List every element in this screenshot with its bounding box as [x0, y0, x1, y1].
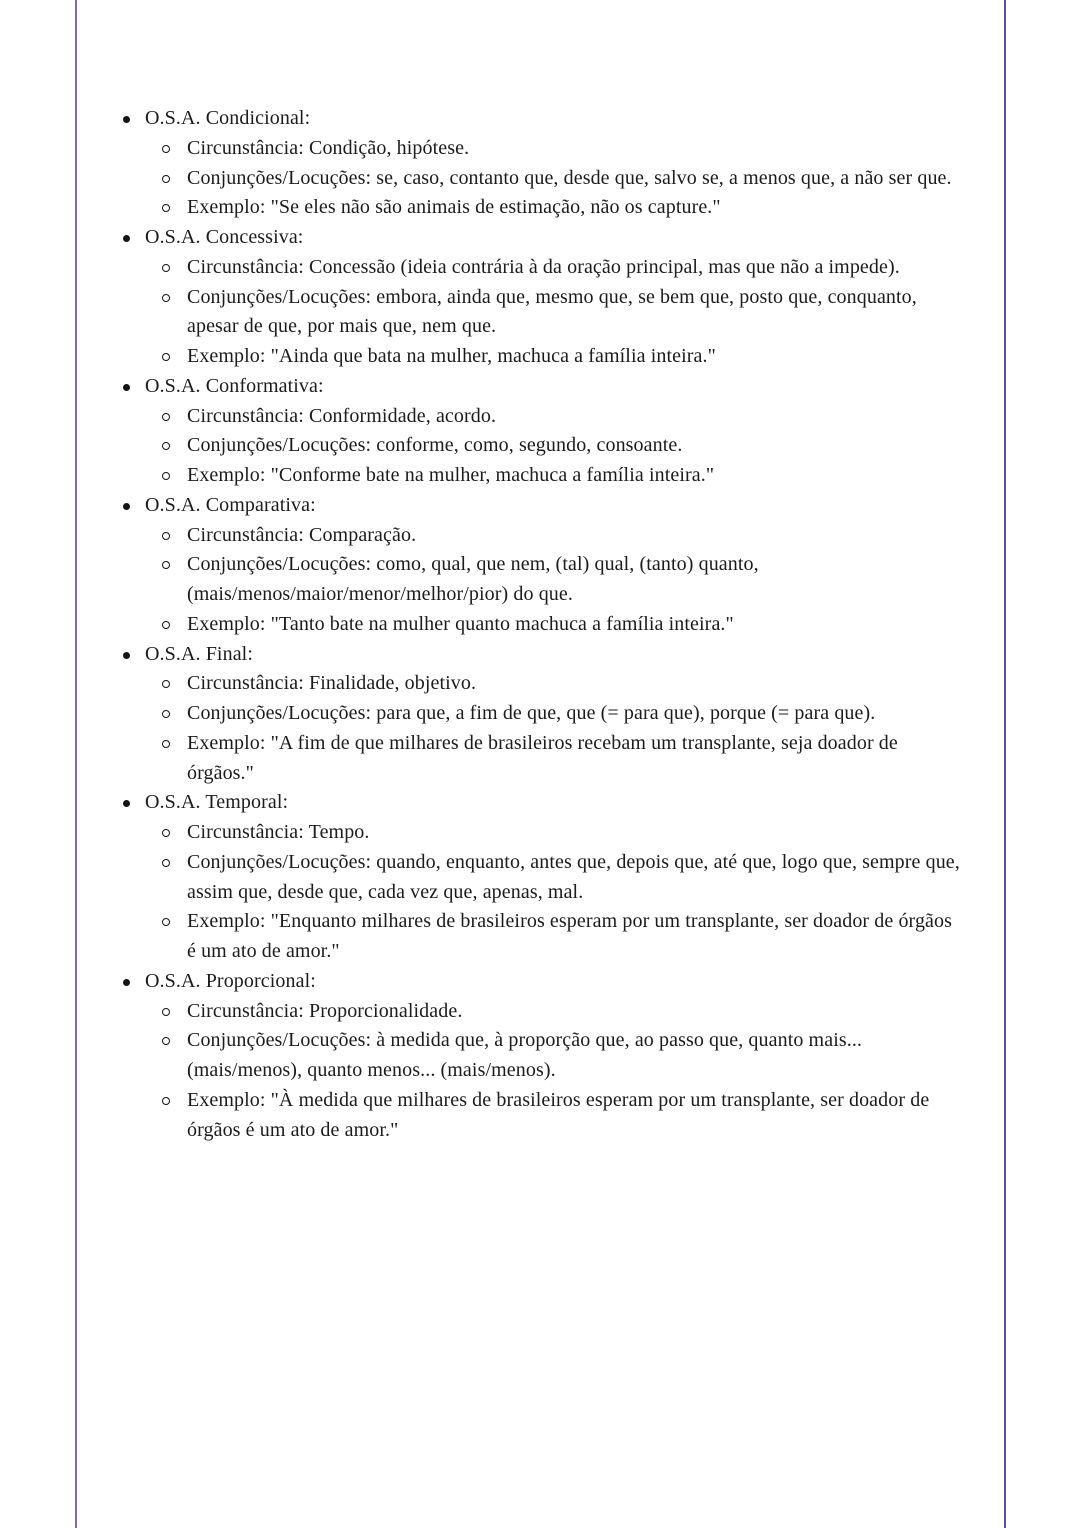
- detail-text: Exemplo: "Tanto bate na mulher quanto machuca a família inteira.": [187, 612, 734, 635]
- osa-section-final: [145, 640, 975, 789]
- section-title-row: [145, 788, 975, 818]
- bullet-icon: [123, 384, 130, 391]
- bullet-icon: [123, 235, 130, 242]
- detail-item: [187, 193, 962, 223]
- detail-item: [187, 253, 962, 283]
- section-title: O.S.A. Comparativa:: [145, 493, 316, 516]
- detail-item: [187, 907, 962, 967]
- section-title: O.S.A. Condicional:: [145, 107, 311, 129]
- detail-text: Conjunções/Locuções: embora, ainda que, mesmo que, se bem que, posto que, conquanto, apesar de que, por mais que, nem que.: [187, 285, 917, 338]
- osa-list: [145, 104, 975, 1145]
- detail-item: [187, 431, 962, 461]
- detail-item: [187, 402, 962, 432]
- circle-bullet-icon: [162, 175, 170, 183]
- circle-bullet-icon: [162, 1097, 170, 1105]
- detail-item: [187, 550, 962, 610]
- detail-text: Exemplo: "Conforme bate na mulher, machuca a família inteira.": [187, 464, 715, 486]
- detail-text: Conjunções/Locuções: quando, enquanto, antes que, depois que, até que, logo que, sempre que, assim que, desde que, cada vez que, apenas, mal.: [187, 850, 960, 903]
- osa-section-concessiva: [145, 223, 975, 372]
- detail-text: Circunstância: Finalidade, objetivo.: [187, 672, 477, 695]
- circle-bullet-icon: [162, 740, 170, 748]
- detail-item: [187, 848, 962, 908]
- section-details: [145, 818, 962, 967]
- circle-bullet-icon: [162, 472, 170, 480]
- detail-item: [187, 461, 962, 491]
- section-title-row: [145, 967, 975, 997]
- circle-bullet-icon: [162, 353, 170, 361]
- osa-section-condicional: [145, 104, 975, 223]
- detail-item: [187, 134, 962, 164]
- left-margin-rule: [75, 0, 77, 1528]
- osa-section-conformativa: [145, 372, 975, 491]
- detail-item: [187, 283, 962, 343]
- osa-section-temporal: [145, 788, 975, 967]
- circle-bullet-icon: [162, 294, 170, 302]
- detail-text: Exemplo: "Enquanto milhares de brasileiros esperam por um transplante, ser doador de órgãos é um ato de amor.": [187, 910, 953, 962]
- section-title: O.S.A. Final:: [145, 642, 253, 665]
- circle-bullet-icon: [162, 532, 170, 540]
- section-title-row: [145, 640, 975, 670]
- section-details: [145, 402, 962, 491]
- detail-item: [187, 1086, 962, 1146]
- detail-text: Exemplo: "Ainda que bata na mulher, machuca a família inteira.": [187, 345, 716, 367]
- circle-bullet-icon: [162, 442, 170, 450]
- detail-text: Conjunções/Locuções: à medida que, à proporção que, ao passo que, quanto mais... (mais/menos), quanto menos... (mais/menos).: [187, 1029, 863, 1081]
- section-details: [145, 997, 962, 1146]
- detail-text: Circunstância: Proporcionalidade.: [187, 999, 463, 1022]
- detail-item: [187, 699, 962, 729]
- detail-text: Exemplo: "Se eles não são animais de estimação, não os capture.": [187, 196, 721, 219]
- section-title: O.S.A. Temporal:: [145, 791, 289, 814]
- section-title-row: [145, 491, 975, 521]
- detail-text: Circunstância: Conformidade, acordo.: [187, 404, 497, 427]
- circle-bullet-icon: [162, 710, 170, 718]
- section-title-row: [145, 223, 975, 253]
- section-details: [145, 253, 962, 372]
- section-title: O.S.A. Conformativa:: [145, 374, 324, 397]
- bullet-icon: [123, 979, 130, 986]
- right-margin-rule: [1004, 0, 1006, 1528]
- detail-text: Exemplo: "A fim de que milhares de brasileiros recebam um transplante, seja doador de órgãos.": [187, 731, 898, 784]
- section-title-row: [145, 372, 975, 402]
- circle-bullet-icon: [162, 1008, 170, 1016]
- bullet-icon: [123, 652, 130, 659]
- circle-bullet-icon: [162, 413, 170, 421]
- detail-item: [187, 669, 962, 699]
- circle-bullet-icon: [162, 145, 170, 153]
- circle-bullet-icon: [162, 859, 170, 867]
- section-details: [145, 134, 962, 223]
- detail-text: Exemplo: "À medida que milhares de brasileiros esperam por um transplante, ser doador de órgãos é um ato de amor.": [187, 1088, 930, 1141]
- detail-item: [187, 997, 962, 1027]
- osa-section-proporcional: [145, 967, 975, 1146]
- circle-bullet-icon: [162, 829, 170, 837]
- bullet-icon: [123, 116, 130, 123]
- detail-text: Circunstância: Tempo.: [187, 821, 370, 843]
- circle-bullet-icon: [162, 918, 170, 926]
- detail-text: Circunstância: Concessão (ideia contrária à da oração principal, mas que não a impede).: [187, 255, 900, 278]
- detail-item: [187, 818, 962, 848]
- circle-bullet-icon: [162, 1037, 170, 1045]
- section-details: [145, 521, 962, 640]
- osa-section-comparativa: [145, 491, 975, 640]
- section-title: O.S.A. Concessiva:: [145, 226, 304, 248]
- bullet-icon: [123, 800, 130, 807]
- bullet-icon: [123, 503, 130, 510]
- detail-item: [187, 610, 962, 640]
- circle-bullet-icon: [162, 680, 170, 688]
- detail-text: Conjunções/Locuções: para que, a fim de que, que (= para que), porque (= para que).: [187, 702, 876, 724]
- detail-text: Circunstância: Condição, hipótese.: [187, 136, 470, 159]
- section-title-row: [145, 104, 975, 134]
- circle-bullet-icon: [162, 621, 170, 629]
- detail-item: [187, 164, 962, 194]
- detail-text: Circunstância: Comparação.: [187, 523, 417, 546]
- circle-bullet-icon: [162, 561, 170, 569]
- section-title: O.S.A. Proporcional:: [145, 969, 316, 992]
- circle-bullet-icon: [162, 204, 170, 212]
- detail-item: [187, 1026, 962, 1086]
- section-details: [145, 669, 962, 788]
- detail-text: Conjunções/Locuções: se, caso, contanto que, desde que, salvo se, a menos que, a não ser que.: [187, 166, 952, 189]
- detail-text: Conjunções/Locuções: conforme, como, segundo, consoante.: [187, 434, 683, 457]
- circle-bullet-icon: [162, 264, 170, 272]
- detail-text: Conjunções/Locuções: como, qual, que nem, (tal) qual, (tanto) quanto, (mais/menos/maior/menor/melhor/pior) do que.: [187, 553, 759, 605]
- detail-item: [187, 342, 962, 372]
- notes-content: [145, 104, 975, 1145]
- detail-item: [187, 521, 962, 551]
- detail-item: [187, 729, 962, 789]
